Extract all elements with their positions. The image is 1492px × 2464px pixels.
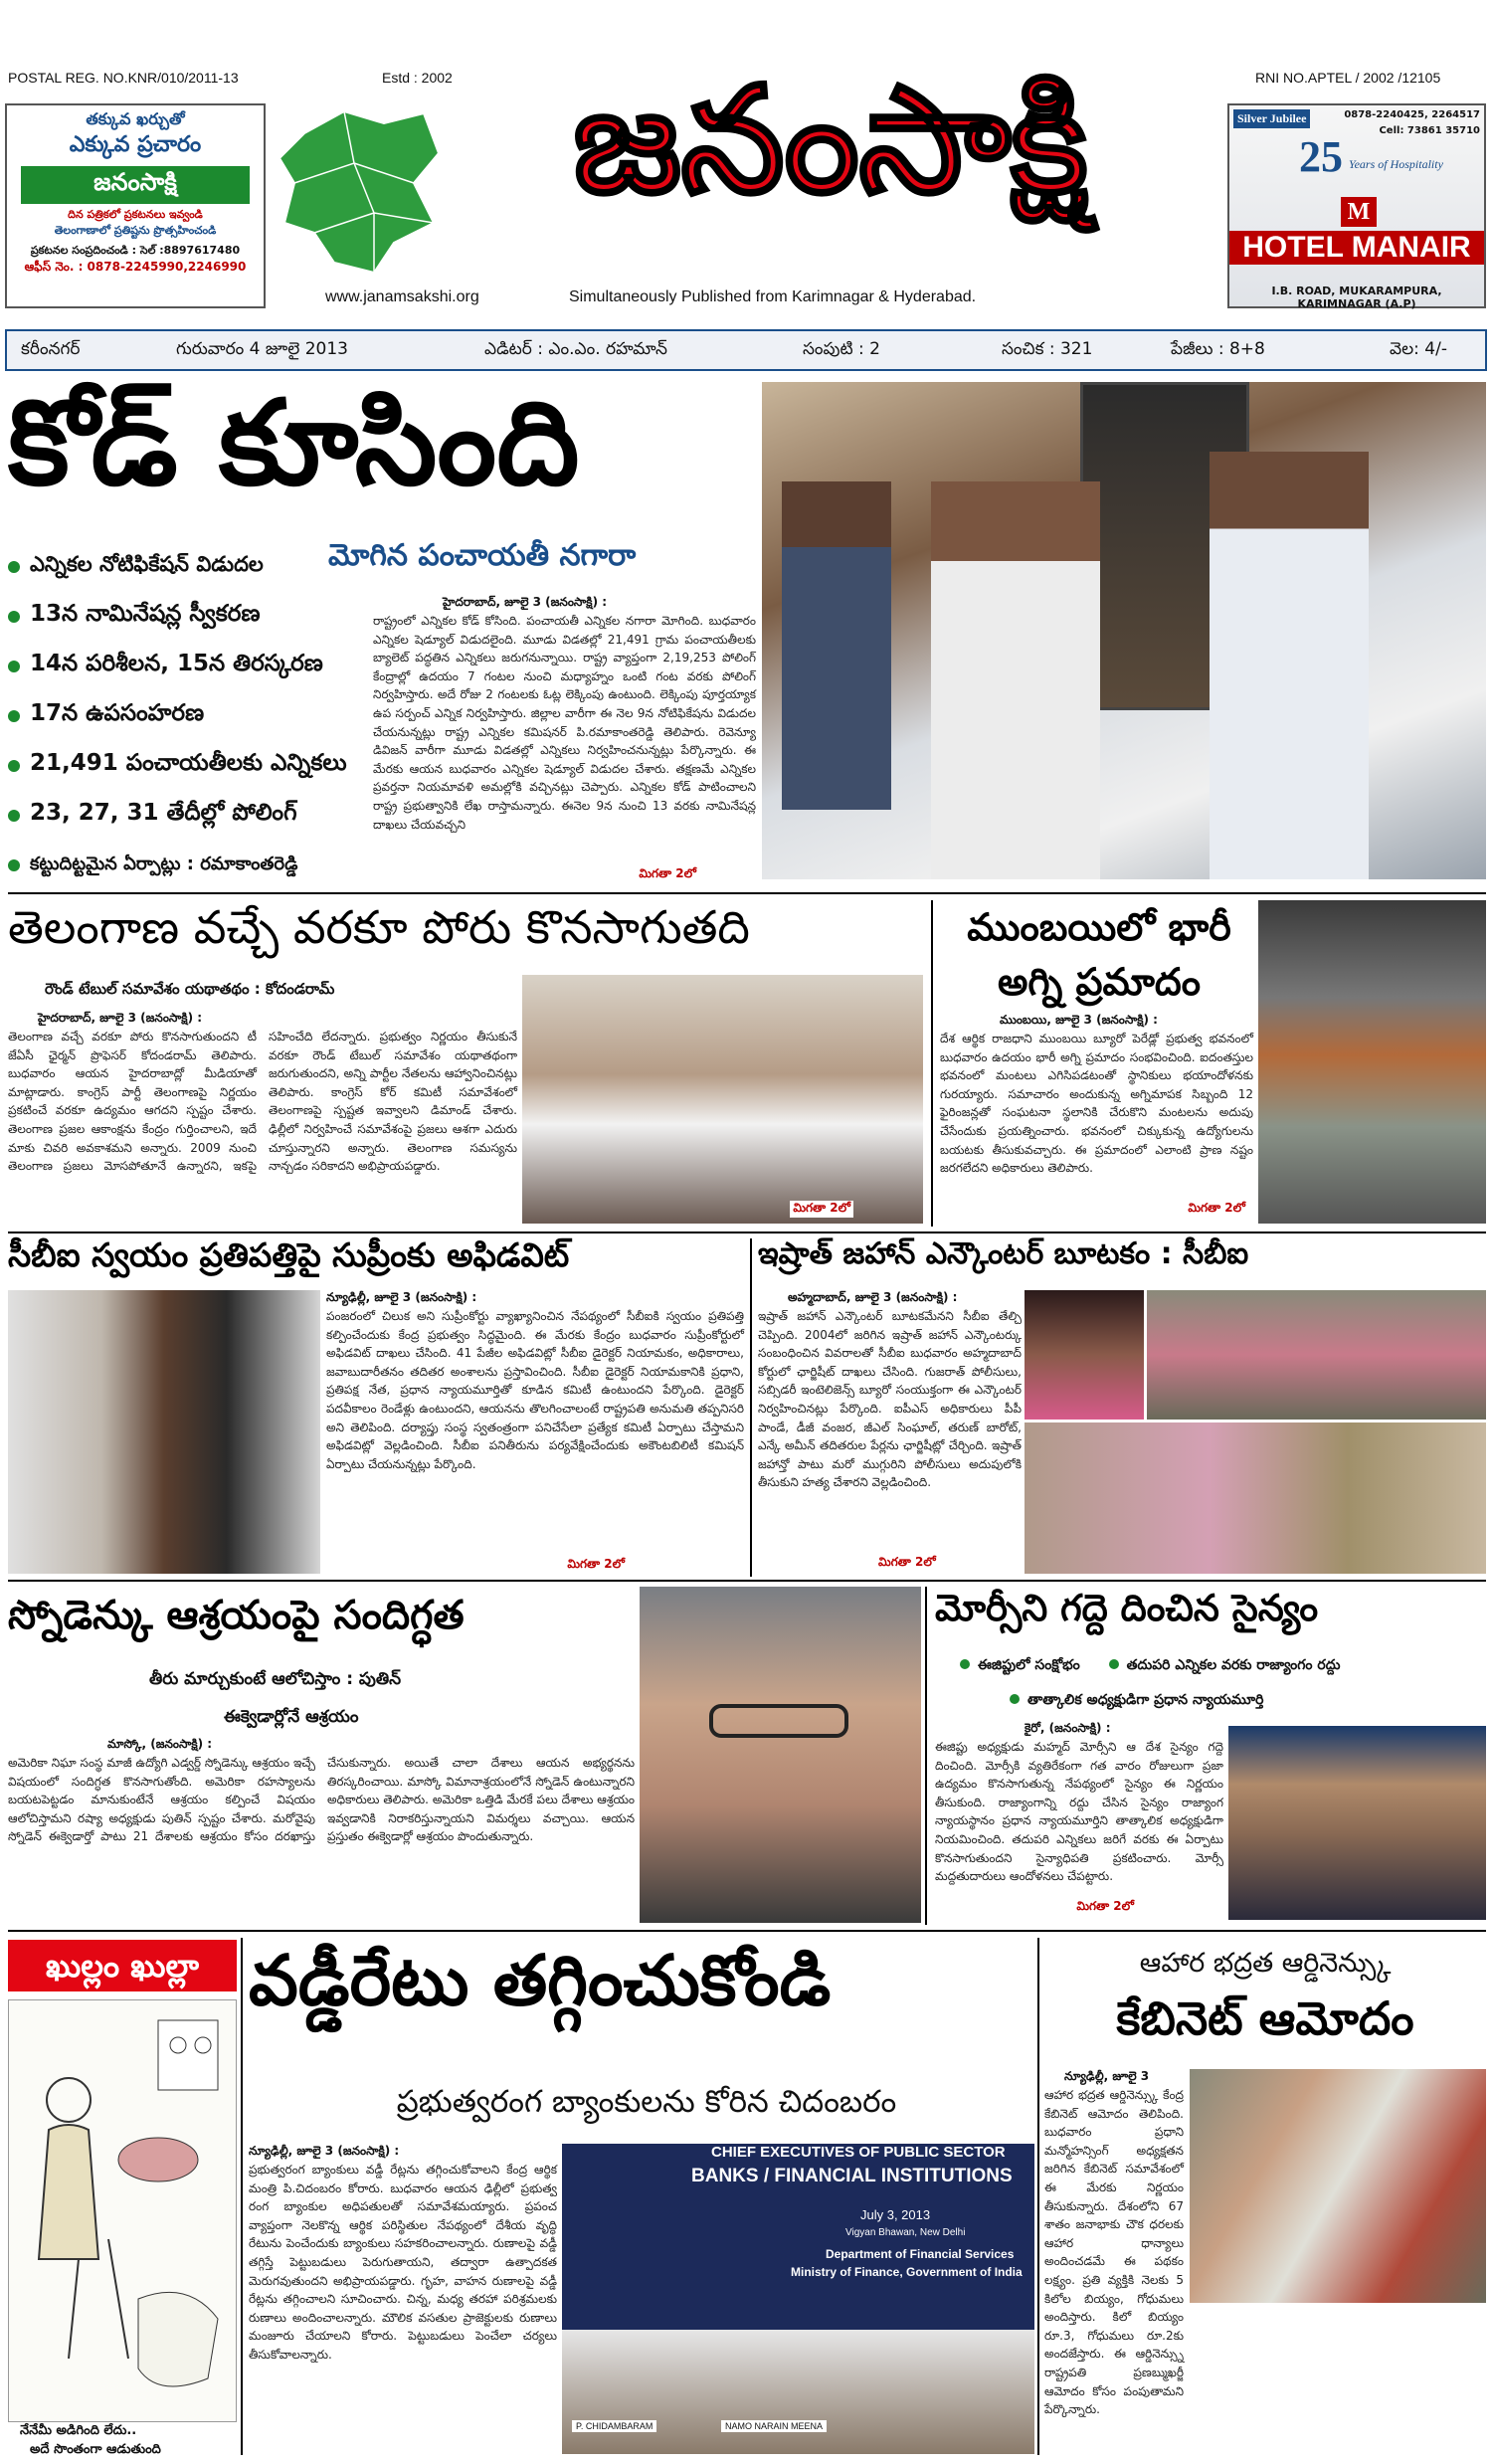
story-body: ఈజిప్టు అధ్యక్షుడు మహ్మద్ మోర్సీని ఆ దేశ సైన్యం గద్దె దించింది. మోర్సీకి వ్యతిరేకంగా గత వారం రోజులుగా ప్రజా ఉద్యమం కొనసాగుతున్న నేపథ్యంలో సైన్యం ఈ నిర్ణయం తీసుకుంది. రాజ్యాంగాన్ని రద్దు చేసిన సైన్యం రాజ్యాంగ న్యాయస్థానం ప్రధాన న్యాయమూర్తిని తాత్కాలిక అధ్యక్షుడిగా నియమించింది. తదుపరి ఎన్నికలు జరిగే వరకు ఈ ఏర్పాటు కొనసాగుతుందని సైన్యాధిపతి ప్రకటించారు. మోర్సీ మద్దతుదారులు ఆందోళనలు చేపట్టారు.: [935, 1740, 1223, 1884]
lead-photo: [762, 382, 1486, 879]
person-right: [1210, 452, 1369, 879]
story-body: అమెరికా నిఘా సంస్థ మాజీ ఉద్యోగి ఎడ్వర్డ్ స్నోడెన్కు ఆశ్రయం ఇచ్చే విషయంలో సందిగ్ధత కొనసాగుతోంది. అమెరికా రహస్యాలను బయటపెట్టడం మానుకుంటేనే ఆశ్రయం కల్పించే విషయం ఆలోచిస్తామని రష్యా అధ్యక్షుడు పుతిన్ స్పష్టం చేశారు. మరోవైపు స్నోడెన్ ఈక్వెడార్తో పాటు 21 దేశాలకు ఆశ్రయం కోసం దరఖాస్తు చేసుకున్నారు. అయితే చాలా దేశాలు ఆయన అభ్యర్థనను తిరస్కరించాయి. మాస్కో విమానాశ్రయంలోనే స్నోడెన్ ఉంటున్నారని అధికారులు తెలిపారు. అమెరికా ఒత్తిడి మేరకే పలు దేశాలు ఆశ్రయం ఇవ్వడానికి నిరాకరిస్తున్నాయని విమర్శలు వచ్చాయి. ఆయన ప్రస్తుతం ఈక్వెడార్లో ఆశ్రయం పొందుతున్నారు.: [8, 1756, 635, 1844]
dateline-city: కరీంనగర్: [21, 339, 81, 359]
lead-bullet: [8, 642, 366, 691]
divider: [8, 1580, 1486, 1582]
story-dateline: న్యూఢిల్లీ, జూలై 3 (జనంసాక్షి) :: [326, 1290, 477, 1304]
egypt-bullets: [960, 1657, 1482, 1711]
ad-line: తక్కువ ఖర్చుతో: [86, 109, 185, 128]
cartoon-icon: [9, 2000, 236, 2418]
divider: [931, 900, 933, 1227]
lead-text: [373, 595, 756, 883]
right-ad: [1227, 103, 1486, 308]
cbi-text: [326, 1290, 744, 1574]
lead-bullet: [8, 542, 366, 592]
divider: [1037, 1938, 1039, 2455]
bullet-dot-icon: [8, 859, 20, 871]
published-from: Simultaneously Published from Karimnagar & Hyderabad.: [569, 288, 977, 305]
divider: [8, 1232, 1486, 1233]
bullet-dot-icon: [960, 1659, 970, 1669]
divider: [241, 1938, 243, 2455]
continued-label: మిగతా 2లో: [875, 1555, 939, 1572]
lead-bullet: [8, 791, 366, 841]
food-text: [1044, 2069, 1184, 2452]
cartoon-drawing: [8, 1999, 237, 2422]
ad-address: I.B. ROAD, MUKARAMPURA, KARIMNAGAR (A.P): [1271, 284, 1442, 310]
food-kicker: ఆహార భద్రత ఆర్డినెన్స్కు: [1139, 1948, 1392, 1979]
story-body: దేశ ఆర్థిక రాజధాని ముంబయి బ్యూరో పెరేడ్లో ప్రభుత్వ భవనంలో బుధవారం ఉదయం భారీ అగ్ని ప్రమాదం సంభవించింది. ఐదంతస్తుల భవనంలో మంటలు ఎగిసిపడటంతో స్థానికులు భయాందోళనకు గురయ్యారు. సమాచారం అందుకున్న అగ్నిమాపక సిబ్బంది 12 ఫైరింజన్లతో సంఘటనా స్థలానికి చేరుకొని మంటలను అదుపు చేసేందుకు ప్రయత్నించారు. భవనంలో చిక్కుకున్న ఉద్యోగులను బయటకు తీసుకువచ్చారు. ఈ ప్రమాదంలో ఎలాంటి ప్రాణ నష్టం జరగలేదని అధికారులు తెలిపారు.: [940, 1032, 1253, 1176]
egypt-photo: [1228, 1726, 1486, 1920]
dateline-date: గురువారం 4 జూలై 2013: [176, 339, 348, 359]
telangana-map: [275, 103, 444, 281]
bullet-text: 23, 27, 31 తేదీల్లో పోలింగ్: [30, 800, 297, 826]
continued-label: మిగతా 2లో: [639, 866, 696, 880]
lead-bullet: [8, 741, 366, 791]
masthead: జనంసాక్షి: [573, 55, 1088, 226]
mumbai-headline: ముంబయిలో భారీ అగ్ని ప్రమాదం: [967, 905, 1231, 1005]
bullet-text: కట్టుదిట్టమైన ఏర్పాట్లు : రమాకాంతరెడ్డి: [30, 853, 298, 874]
continued-label: మిగతా 2లో: [1076, 1899, 1134, 1913]
egypt-bullet: [960, 1657, 1080, 1673]
lead-subhead: మోగిన పంచాయతీ నగారా: [328, 538, 637, 573]
person-left: [931, 481, 1100, 879]
lead-bullet: [8, 592, 366, 642]
telangana-headline: తెలంగాణ వచ్చే వరకూ పోరు కొనసాగుతది: [8, 900, 750, 954]
story-dateline: కైరో, (జనంసాక్షి) :: [1025, 1721, 1111, 1735]
bullet-text: 13న నామినేషన్ల స్వీకరణ: [30, 601, 261, 627]
snowden-photo: [640, 1587, 921, 1923]
banner-line-5: Department of Financial Services: [826, 2247, 1015, 2261]
cartoon-caption-2: అదే సొంతంగా ఆడుతుంది: [30, 2442, 161, 2457]
bullet-dot-icon: [8, 661, 20, 672]
ad-line: ప్రకటనల సంప్రదించండి : సెల్ :8897617480: [30, 244, 241, 257]
snowden-text: [8, 1737, 635, 1921]
postal-reg: POSTAL REG. NO.KNR/010/2011-13: [8, 70, 239, 86]
ad-hotel: HOTEL MANAIR: [1229, 231, 1484, 265]
food-headline: కేబినెట్ ఆమోదం: [1116, 1991, 1414, 2045]
lead-headline: కోడ్ కూసింది: [8, 374, 580, 511]
ishrat-scene-photo: [1147, 1290, 1486, 1420]
banner-line-3: July 3, 2013: [860, 2207, 931, 2222]
banner-line-4: Vigyan Bhawan, New Delhi: [845, 2227, 966, 2238]
bullet-dot-icon: [8, 710, 20, 722]
snowden-subhead-2: ఈక్వెడార్లోనే ఆశ్రయం: [224, 1707, 359, 1727]
story-body: ఆహార భద్రత ఆర్డినెన్స్కు కేంద్ర కేబినెట్ ఆమోదం తెలిపింది. బుధవారం ప్రధాని మన్మోహన్సింగ్ అధ్యక్షతన జరిగిన కేబినెట్ సమావేశంలో ఈ మేరకు నిర్ణయం తీసుకున్నారు. దేశంలోని 67 శాతం జనాభాకు చౌక ధరలకు ఆహార ధాన్యాలు అందించడమే ఈ పథకం లక్ష్యం. ప్రతి వ్యక్తికి నెలకు 5 కిలోల బియ్యం, గోధుమలు అందిస్తారు. కిలో బియ్యం రూ.3, గోధుమలు రూ.2కు అందజేస్తారు. ఈ ఆర్డినెన్స్ను రాష్ట్రపతి ప్రణబ్ముఖర్జీ ఆమోదం కోసం పంపుతామని పేర్కొన్నారు.: [1044, 2088, 1184, 2417]
egypt-headline: మోర్సీని గద్దె దించిన సైన్యం: [935, 1587, 1319, 1629]
glasses-icon: [709, 1704, 848, 1738]
story-dateline: మాస్కో, (జనంసాక్షి) :: [107, 1737, 213, 1751]
mumbai-photo: [1258, 900, 1486, 1224]
ishrat-ground-photo: [878, 1422, 1486, 1574]
divider: [925, 1587, 927, 1925]
dateline-volume: సంపుటి : 2: [803, 339, 880, 359]
food-photo: [1190, 2069, 1486, 2303]
snowden-subhead: తీరు మార్చుకుంటే ఆలోచిస్తాం : పుతిన్: [149, 1669, 402, 1689]
ad-years: 25: [1299, 132, 1343, 181]
story-dateline: అహ్మదాబాద్, జూలై 3 (జనంసాక్షి) :: [788, 1290, 958, 1304]
ishrat-portrait: [1025, 1290, 1144, 1420]
cbi-headline: సీబీఐ స్వయం ప్రతిపత్తిపై సుప్రీంకు అఫిడవిట్: [8, 1235, 570, 1274]
ad-phone: 0878-2240425, 2264517: [1344, 109, 1480, 120]
continued-label: మిగతా 2లో: [790, 1201, 853, 1218]
ad-line: తెలంగాణాలో ప్రతిష్టను ప్రొత్సహించండి: [54, 224, 217, 237]
dateline-price: వెల: 4/-: [1390, 339, 1447, 359]
story-body: ఇష్రాత్ జహాన్ ఎన్కౌంటర్ బూటకమేనని సీబీఐ తేల్చి చెప్పింది. 2004లో జరిగిన ఇష్రాత్ జహాన్ ఎన్కౌంటర్కు సంబంధించిన వివరాలతో సీబీఐ బుధవారం అహ్మదాబాద్ కోర్టులో ఛార్జిషీట్ దాఖలు చేసింది. గుజరాత్ పోలీసులు, సబ్సిడరీ ఇంటెలిజెన్స్ బ్యూరో సంయుక్తంగా ఈ ఎన్కౌంటర్ నిర్వహించినట్లు పేర్కొంది. ఐపీఎస్ అధికారులు పీపీ పాండే, డీజీ వంజర, జీఎల్ సింఘాల్, తరుణ్ బారోట్, ఎన్కే అమీన్ తదితరుల పేర్లను ఛార్జిషీట్లో చేర్చింది. ఇష్రాత్ జహాన్తో పాటు మరో ముగ్గురిని పోలీసులు అదుపులోకి తీసుకుని హత్య చేశారని వెల్లడించింది.: [758, 1309, 1022, 1490]
interest-photo: [562, 2144, 1034, 2454]
cartoon-caption-1: నేనేమీ అడిగింది లేదు..: [20, 2423, 137, 2438]
divider: [8, 1930, 1486, 1932]
story-dateline: హైదరాబాద్, జూలై 3 (జనంసాక్షి) :: [38, 1011, 203, 1025]
ad-jubilee: Silver Jubilee: [1233, 109, 1310, 128]
ad-line: దిన పత్రికలో ప్రకటనలు ఇవ్వండి: [68, 208, 203, 221]
divider: [750, 1238, 752, 1577]
continued-label: మిగతా 2లో: [1188, 1201, 1245, 1215]
bullet-dot-icon: [1010, 1694, 1020, 1704]
bullet-dot-icon: [8, 810, 20, 822]
ad-hospitality: Years of Hospitality: [1349, 157, 1443, 171]
bullet-dot-icon: [1109, 1659, 1119, 1669]
story-body: తెలంగాణ వచ్చే వరకూ పోరు కొనసాగుతుందని టీ జేఏసీ ఛైర్మన్ ప్రొఫెసర్ కోదండరామ్ తెలిపారు. బుధవారం ఆయన హైదరాబాద్లో మీడియాతో మాట్లాడారు. కాంగ్రెస్ పార్టీ తెలంగాణపై నిర్ణయం ప్రకటించే వరకూ ఉద్యమం ఆగదని స్పష్టం చేశారు. తెలంగాణ ప్రజల ఆకాంక్షను కేంద్రం గుర్తించాలని, ఇదే మాకు చివరి అవకాశమని అన్నారు. 2009 నుంచి తెలంగాణ ప్రజలు మోసపోతూనే ఉన్నారని, ఇకపై సహించేది లేదన్నారు. ప్రభుత్వం నిర్ణయం తీసుకునే వరకూ రౌండ్ టేబుల్ సమావేశం యథాతథంగా జరుగుతుందని, అన్ని పార్టీల నేతలను ఆహ్వానించినట్లు తెలిపారు. కాంగ్రెస్ కోర్ కమిటీ సమావేశంలో తెలంగాణపై స్పష్టత ఇవ్వాలని డిమాండ్ చేశారు. ఢిల్లీలో నిర్వహించే సమావేశంపై ప్రజలు ఆశగా ఎదురు చూస్తున్నారని అన్నారు. తెలంగాణ సమస్యను నాన్చడం సరికాదని అభిప్రాయపడ్డారు.: [8, 1030, 517, 1174]
cbi-photo: [8, 1290, 320, 1574]
lead-bullet: [8, 691, 366, 741]
ishrat-headline: ఇష్రాత్ జహాన్ ఎన్కౌంటర్ బూటకం : సీబీఐ: [758, 1236, 1249, 1271]
divider: [8, 892, 1486, 894]
snowden-headline: స్నోడెన్కు ఆశ్రయంపై సందిగ్ధత: [8, 1593, 465, 1638]
dateline-editor: ఎడిటర్ : ఎం.ఎం. రహమాన్: [484, 339, 667, 359]
dateline-pages: పేజీలు : 8+8: [1171, 339, 1265, 359]
nameplate: NAMO NARAIN MEENA: [721, 2420, 827, 2432]
story-body: ప్రభుత్వరంగ బ్యాంకులు వడ్డీ రేట్లను తగ్గించుకోవాలని కేంద్ర ఆర్థిక మంత్రి పి.చిదంబరం కోరారు. బుధవారం ఆయన ఢిల్లీలో ప్రభుత్వ రంగ బ్యాంకుల అధిపతులతో సమావేశమయ్యారు. ప్రపంచ వ్యాప్తంగా నెలకొన్న ఆర్థిక పరిస్థితుల నేపథ్యంలో దేశీయ వృద్ధి రేటును పెంచేందుకు బ్యాంకులు సహకరించాలన్నారు. రుణాలపై వడ్డీ తగ్గిస్తే పెట్టుబడులు పెరుగుతాయని, తద్వారా ఉత్పాదకత మెరుగవుతుందని అభిప్రాయపడ్డారు. గృహ, వాహన రుణాలపై వడ్డీ రేట్లను తగ్గించాలని సూచించారు. చిన్న, మధ్య తరహా పరిశ్రమలకు రుణాలు అందించాలన్నారు. మౌలిక వసతుల ప్రాజెక్టులకు రుణాలు మంజూరు చేయాలని కోరారు. పెట్టుబడులు పెంచేలా చర్యలు తీసుకోవాలన్నారు.: [249, 2163, 557, 2362]
ishrat-text: [758, 1290, 1022, 1574]
interest-headline: వడ్డీరేటు తగ్గించుకోండి: [249, 1940, 832, 2021]
estd: Estd : 2002: [382, 70, 453, 86]
lead-bullets: [8, 542, 366, 890]
bullet-text: తదుపరి ఎన్నికల వరకు రాజ్యాంగం రద్దు: [1126, 1657, 1341, 1673]
bullet-text: 17న ఉపసంహరణ: [30, 700, 205, 726]
dateline-issue: సంచిక : 321: [1002, 339, 1093, 359]
rni: RNI NO.APTEL / 2002 /12105: [1255, 70, 1441, 86]
telangana-photo: [522, 975, 923, 1224]
ad-line: ఆఫీస్ నెం. : 0878-2245990,2246990: [24, 260, 247, 274]
telangana-text: [8, 1011, 517, 1222]
banner-line-1: CHIEF EXECUTIVES OF PUBLIC SECTOR: [711, 2144, 1006, 2161]
story-dateline: న్యూఢిల్లీ, జూలై 3 (జనంసాక్షి) :: [249, 2144, 400, 2158]
egypt-bullet: [1109, 1657, 1341, 1673]
website: www.janamsakshi.org: [325, 288, 479, 305]
left-ad: [5, 103, 266, 308]
telangana-subhead: రౌండ్ టేబుల్ సమావేశం యథాతథం : కోదండరామ్: [45, 980, 335, 998]
bullet-text: ఎన్నికల నోటిఫికేషన్ విడుదల: [30, 552, 264, 576]
cartoon-title: ఖుల్లం ఖుల్లా: [8, 1940, 237, 1991]
egypt-bullet: [1010, 1692, 1482, 1711]
bullet-text: ఈజిప్టులో సంక్షోభం: [978, 1657, 1080, 1673]
ad-line: ఎక్కువ ప్రచారం: [69, 132, 202, 157]
person-bg: [782, 481, 891, 810]
mumbai-text: [940, 1013, 1253, 1222]
bullet-text: తాత్కాలిక అధ్యక్షుడిగా ప్రధాన న్యాయమూర్తి: [1027, 1692, 1264, 1708]
ad-phone: Cell: 73861 35710: [1379, 125, 1480, 136]
hotel-logo-icon: M: [1341, 197, 1377, 227]
bullet-text: 14న పరిశీలన, 15న తిరస్కరణ: [30, 651, 323, 676]
egypt-text: [935, 1721, 1223, 1920]
story-body: పంజరంలో చిలుక అని సుప్రీంకోర్టు వ్యాఖ్యానించిన నేపథ్యంలో సీబీఐకి స్వయం ప్రతిపత్తి కల్పించేందుకు కేంద్ర ప్రభుత్వం సిద్ధమైంది. ఈ మేరకు కేంద్రం బుధవారం సుప్రీంకోర్టులో అఫిడవిట్ దాఖలు చేసింది. 41 పేజీల అఫిడవిట్లో సీబీఐ డైరెక్టర్ నియామకం, అధికారాలు, జవాబుదారీతనం తదితర అంశాలను ప్రస్తావించింది. సీబీఐ డైరెక్టర్ నియామకానికి ప్రధాని, ప్రతిపక్ష నేత, ప్రధాన న్యాయమూర్తితో కూడిన కమిటీ ఉంటుందని పేర్కొంది. డైరెక్టర్ పదవీకాలం రెండేళ్లు ఉంటుందని, ఆయనను తొలగించాలంటే రాష్ట్రపతి అనుమతి తప్పనిసరి అని తెలిపింది. దర్యాప్తు సంస్థ స్వతంత్రంగా పనిచేసేలా ప్రత్యేక కమిటీ ఏర్పాటు చేస్తామని అఫిడవిట్లో వెల్లడించింది. సీబీఐ పనితీరును పర్యవేక్షించేందుకు అకౌంటబిలిటీ కమిషన్ ఏర్పాటు చేయనున్నట్లు పేర్కొంది.: [326, 1309, 744, 1471]
dateline-bar: [5, 329, 1487, 371]
story-dateline: హైదరాబాద్, జూలై 3 (జనంసాక్షి) :: [443, 595, 608, 609]
nameplate: P. CHIDAMBARAM: [572, 2420, 656, 2432]
banner-line-2: BANKS / FINANCIAL INSTITUTIONS: [691, 2166, 1013, 2186]
story-body: రాష్ట్రంలో ఎన్నికల కోడ్ కోసింది. పంచాయతీ ఎన్నికల నగారా మోగింది. బుధవారం ఎన్నికల షెడ్యూల్ విడుదలైంది. మూడు విడతల్లో 21,491 గ్రామ పంచాయతీలకు బ్యాలెట్ పద్ధతిన ఎన్నికలు జరుగనున్నాయి. రాష్ట్ర వ్యాప్తంగా 2,19,253 పోలింగ్ కేంద్రాల్లో ఉదయం 7 గంటల నుంచి మధ్యాహ్నం ఒంటి గంట వరకు పోలింగ్ నిర్వహిస్తారు. అదే రోజు 2 గంటలకు ఓట్ల లెక్కింపు ఉంటుంది. లెక్కింపు పూర్తయ్యాక ఉప సర్పంచ్ ఎన్నిక నిర్వహిస్తారు. జిల్లాల వారీగా ఈ నెల 9న నోటిఫికేషను విడుదల చేయనున్నట్లు రాష్ట్ర ఎన్నికల కమిషనర్ పి.రమాకాంతరెడ్డి తెలిపారు. రెవెన్యూ డివిజన్ వారీగా మూడు విడతల్లో ఎన్నికలు నిర్వహించనున్నట్లు పేర్కొన్నారు. ఈ మేరకు ఆయన బుధవారం ఎన్నికల షెడ్యూల్ విడుదల చేశారు. తక్షణమే ఎన్నికల ప్రవర్తనా నియమావళి అమల్లోకి వచ్చినట్లు చెప్పారు. ఎన్నికల కోడ్ పాటించాలని రాష్ట్ర ప్రభుత్వానికి లేఖ రాస్తామన్నారు. ఈనెల 9న నుంచి 13 వరకు నామినేషన్ల దాఖలు చేయవచ్చని: [373, 614, 756, 832]
lead-bullet: [8, 841, 366, 890]
bullet-text: 21,491 పంచాయతీలకు ఎన్నికలు: [30, 750, 347, 776]
continued-label: మిగతా 2లో: [567, 1557, 625, 1571]
bullet-dot-icon: [8, 760, 20, 772]
bullet-dot-icon: [8, 561, 20, 573]
bullet-dot-icon: [8, 611, 20, 623]
interest-subhead: ప్రభుత్వరంగ బ్యాంకులను కోరిన చిదంబరం: [396, 2084, 897, 2120]
story-dateline: న్యూఢిల్లీ, జూలై 3: [1064, 2069, 1150, 2083]
story-dateline: ముంబయి, జూలై 3 (జనంసాక్షి) :: [1000, 1013, 1158, 1027]
banner-line-6: Ministry of Finance, Government of India: [791, 2265, 1023, 2279]
ad-brand: జనంసాక్షి: [21, 166, 250, 204]
interest-text: [249, 2144, 557, 2454]
